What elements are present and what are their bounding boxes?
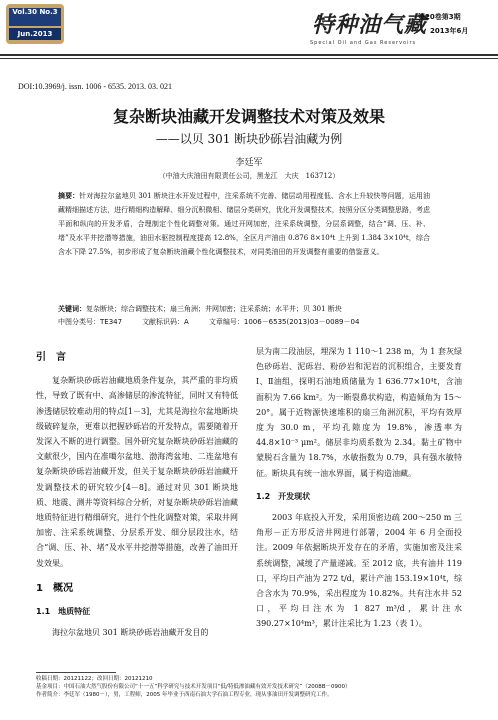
classification-meta bbox=[58, 317, 430, 327]
journal-volume: 第20卷第3期 bbox=[418, 13, 461, 21]
badge-volume: Vol.30 No.3 bbox=[9, 8, 61, 26]
footnote bbox=[36, 675, 466, 699]
development-paragraph: 2003 年底投入开发，采用顶密边疏 200～250 m 三角形－正方形反涪井网进行部署，2004 年 6 月全面投注。2009 年依据断块开发存在的矛盾，实施加密及注采系统调整，减缓了产量递减。至 2012 底，共有油井 119 口，平均日产油为 272 t/d，累计产油 153.19×10⁴t，综合含水为 70.9%，采出程度为 10.82%。共有注水井 52 口，平均日注水为 1 827 m³/d，累计注水 390.27×10⁴m³，累计注采比为 1.23（表 1）。 bbox=[256, 513, 462, 629]
author: 李廷军 bbox=[235, 158, 263, 168]
keywords-label: 关键词： bbox=[58, 305, 86, 313]
clc-number: 中图分类号：TE347 bbox=[58, 318, 123, 326]
journal-logo-subtitle: Special Oil and Gas Reservoirs bbox=[310, 40, 417, 46]
header-rule-thin bbox=[0, 58, 498, 59]
section-1-1-paragraph: 海拉尔盆地贝 301 断块砂砾岩油藏开发目的 bbox=[52, 628, 209, 638]
abstract bbox=[58, 189, 430, 259]
paper-subtitle: ——以贝 301 断块砂砾岩油藏为例 bbox=[155, 132, 343, 146]
footnote-fund: 基金项目：中国石油大然气股份有限公司“十一五”科学研究与技术开发项目“低/特低渗油藏有效开发技术研究”（2008B－0900） bbox=[36, 684, 351, 690]
journal-badge bbox=[6, 4, 64, 44]
section-1-2-heading: 1.2 开发现状 bbox=[256, 491, 311, 501]
footnote-received: 收稿日期：20121122；改回日期：20121210 bbox=[36, 676, 153, 682]
header-rule bbox=[0, 54, 498, 56]
abstract-label: 摘要： bbox=[58, 192, 80, 200]
affiliation: （中油大庆油田有限责任公司，黑龙江 大庆 163712） bbox=[158, 172, 340, 180]
keywords-text: 复杂断块；综合调整技术；扇三角洲；井网加密；注采系统；水平井；贝 301 断块 bbox=[86, 305, 342, 313]
journal-logo: 特种油气藏 bbox=[312, 12, 428, 38]
journal-date: 2013年6月 bbox=[430, 27, 469, 35]
paper-title: 复杂断块油藏开发调整技术对策及效果 bbox=[112, 107, 385, 126]
doc-code: 文献标识码：A bbox=[142, 318, 189, 326]
geology-paragraph: 层为南二段油层，埋深为 1 110～1 238 m，为 1 套灰绿色砂砾岩、泥砾岩、粉砂岩和泥岩的沉积组合，主要发育Ⅰ、Ⅱ油组，探明石油地质储量为 1 636.77×10⁴t，含油面积为 7.66 km²。为一断裂鼻状构造，构造倾角为 15～20°。属于近物源快速堆积的扇三角洲沉积，平均有效厚度为 30.0 m，平均孔隙度为 19.8%，渗透率为 44.8×10⁻³ μm²。储层非均质系数为 2.34。黏土矿物中蒙脱石含量为 18.7%，水敏指数为 0.79，具有强水敏特征。断块具有统一油水界面，属于构造油藏。 bbox=[256, 347, 462, 478]
footnote-author: 作者简介：李廷军（1980－），男，工程师，2005 年毕业于西南石油大学石油工程专业，现从事油田开发调整研究工作。 bbox=[36, 692, 333, 698]
left-column bbox=[36, 350, 238, 640]
intro-paragraph: 复杂断块砂砾岩油藏地质条件复杂，其严重的非均质性，导致了既有中、高渗储层的渗流特征，同时又有特低渗透储层较难动用的特点[1－3]，尤其是海拉尔盆地断块级破碎复杂，更难以把握砂砾岩的开发特点，需要随着开发深入不断的进行调整。国外研究复杂断块砂砾岩油藏的文献很少，国内在准噶尔盆地、渤海湾盆地、二连盆地有复杂断块砂砾岩油藏开发，但关于复杂断块砂砾岩油藏开发调整技术的研究较少[4－8]。通过对贝 301 断块地质、地震、测井等资料综合分析，对复杂断块砂砾岩油藏地质特征进行精细研究，进行个性化调整对策，采取井网加密、注采系统调整、分层系开发、细分层段注水，结合“调、压、补、堵”及水平井挖潜等措施，改善了油田开发效果。 bbox=[36, 376, 238, 568]
doi: DOI:10.3969/j. issn. 1006 - 6535. 2013. 03. 021 bbox=[18, 82, 172, 91]
section-1-1-heading: 1.1 地质特征 bbox=[36, 607, 91, 617]
abstract-text: 针对海拉尔盆地贝 301 断块注水开发过程中，注采系统不完善、储层动用程度低、含水上升较快等问题，运用油藏精细描述方法，进行精细构造解释、细分沉积微相、储层分类研究，优化开发调整技术，按照分区分类调整思路，考虑平面和纵向的开发矛盾，合理制定个性化调整对策。通过开网加密，注采系统调整，分层系调整，结合“调、压、补、堵”及水平井挖潜等措施，油田水驱控制程度提高 12.8%，全区月产油由 0.876 8×10⁴t 上升到 1.384 3×10⁴t，综合含水下降 27.5%，初步形成了复杂断块油藏个性化调整技术，对同类油田的开发调整有重要的借鉴意义。 bbox=[58, 192, 431, 256]
intro-heading: 引 言 bbox=[36, 352, 66, 363]
section-1-heading: 1 概况 bbox=[36, 582, 73, 594]
footnote-rule bbox=[36, 672, 116, 673]
keywords bbox=[58, 303, 430, 316]
right-column bbox=[256, 344, 462, 632]
badge-date: Jun.2013 bbox=[9, 28, 61, 40]
article-number: 文章编号：1006－6535(2013)03－0089－04 bbox=[208, 318, 360, 326]
